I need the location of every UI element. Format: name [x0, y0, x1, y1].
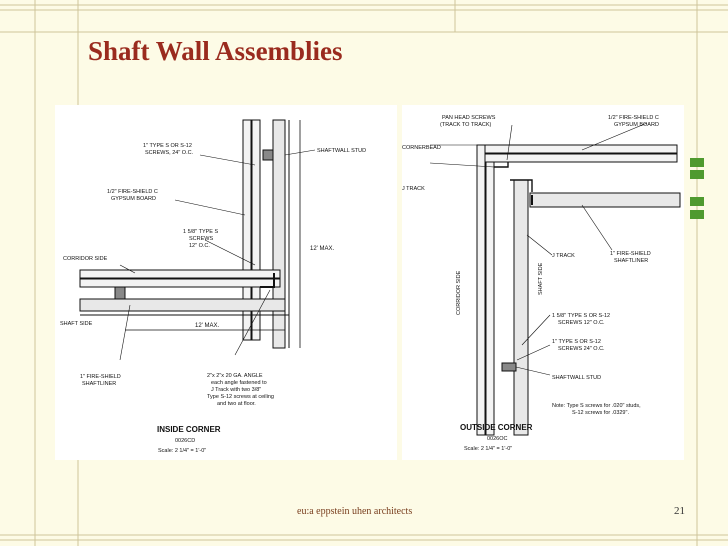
label-max-vertical: 12' MAX. [310, 246, 335, 252]
scale-outside-corner: Scale: 2 1/4" = 1'-0" [464, 446, 513, 452]
slide-title: Shaft Wall Assemblies [88, 36, 343, 66]
label-shaft-side: SHAFT SIDE [60, 321, 93, 327]
label-liner-1: 1" FIRE-SHIELD [80, 374, 121, 380]
label-pan-head-1: PAN HEAD SCREWS [442, 115, 496, 121]
outside-corner-diagram [402, 105, 684, 460]
scale-inside-corner: Scale: 2 1/4" = 1'-0" [158, 448, 207, 454]
label-screws-top-2: SCREWS, 24" O.C. [145, 150, 194, 156]
caption-inside-corner: INSIDE CORNER [157, 425, 221, 434]
label-screws-1: 1 5/8" TYPE S OR S-12 [552, 313, 611, 319]
label-gyp-1: 1/2" FIRE-SHIELD C [107, 189, 158, 195]
label-gyp-2: GYPSUM BOARD [111, 196, 156, 202]
label-cornerbead: CORNERBEAD [402, 145, 441, 151]
label-j-track-top: J TRACK [402, 186, 425, 192]
label-shaftwall-stud: SHAFTWALL STUD [317, 148, 367, 154]
label-screws-mid-3: 12" O.C. [189, 243, 210, 249]
inside-corner-drawing [55, 105, 397, 460]
label-stud: SHAFTWALL STUD [552, 375, 602, 381]
label-screws-2: SCREWS 12" O.C. [558, 320, 605, 326]
label-screws-4: SCREWS 24" O.C. [558, 346, 605, 352]
label-corridor-side: CORRIDOR SIDE [63, 256, 108, 262]
label-max-horizontal: 12' MAX. [195, 323, 220, 329]
code-outside-corner: 0026OC [487, 436, 508, 442]
code-inside-corner: 0026CD [175, 438, 196, 444]
label-fire-shield-2: GYPSUM BOARD [614, 122, 659, 128]
label-note-1: Note: Type S screws for .020" studs, [552, 403, 641, 409]
page-number: 21 [674, 505, 685, 517]
label-angle-5: and two at floor. [217, 401, 256, 407]
caption-outside-corner: OUTSIDE CORNER [460, 423, 533, 432]
label-angle-2: each angle fastened to [211, 380, 267, 386]
label-pan-head-2: (TRACK TO TRACK) [440, 122, 492, 128]
label-screws-mid-2: SCREWS [189, 236, 214, 242]
label-angle-4: Type S-12 screws at ceiling [207, 394, 274, 400]
label-j-track: J TRACK [552, 253, 575, 259]
label-angle-1: 2"x 2"x 20 GA. ANGLE [207, 373, 263, 379]
inside-corner-diagram [55, 105, 397, 460]
label-shaft-side: SHAFT SIDE [538, 262, 544, 295]
slide-footer: eu:a eppstein uhen architects [297, 506, 413, 517]
label-angle-3: J Track with two 3/8" [211, 387, 262, 393]
label-liner-2: SHAFTLINER [614, 258, 649, 264]
label-liner-1: 1" FIRE-SHIELD [610, 251, 651, 257]
label-screws-3: 1" TYPE S OR S-12 [552, 339, 601, 345]
label-fire-shield-1: 1/2" FIRE-SHIELD C [608, 115, 659, 121]
label-corridor-side: CORRIDOR SIDE [456, 270, 462, 315]
label-screws-mid-1: 1 5/8" TYPE S [183, 229, 219, 235]
label-note-2: S-12 screws for .0329". [572, 410, 629, 416]
label-screws-top: 1" TYPE S OR S-12 [143, 143, 192, 149]
outside-corner-drawing [402, 105, 684, 460]
label-liner-2: SHAFTLINER [82, 381, 117, 387]
